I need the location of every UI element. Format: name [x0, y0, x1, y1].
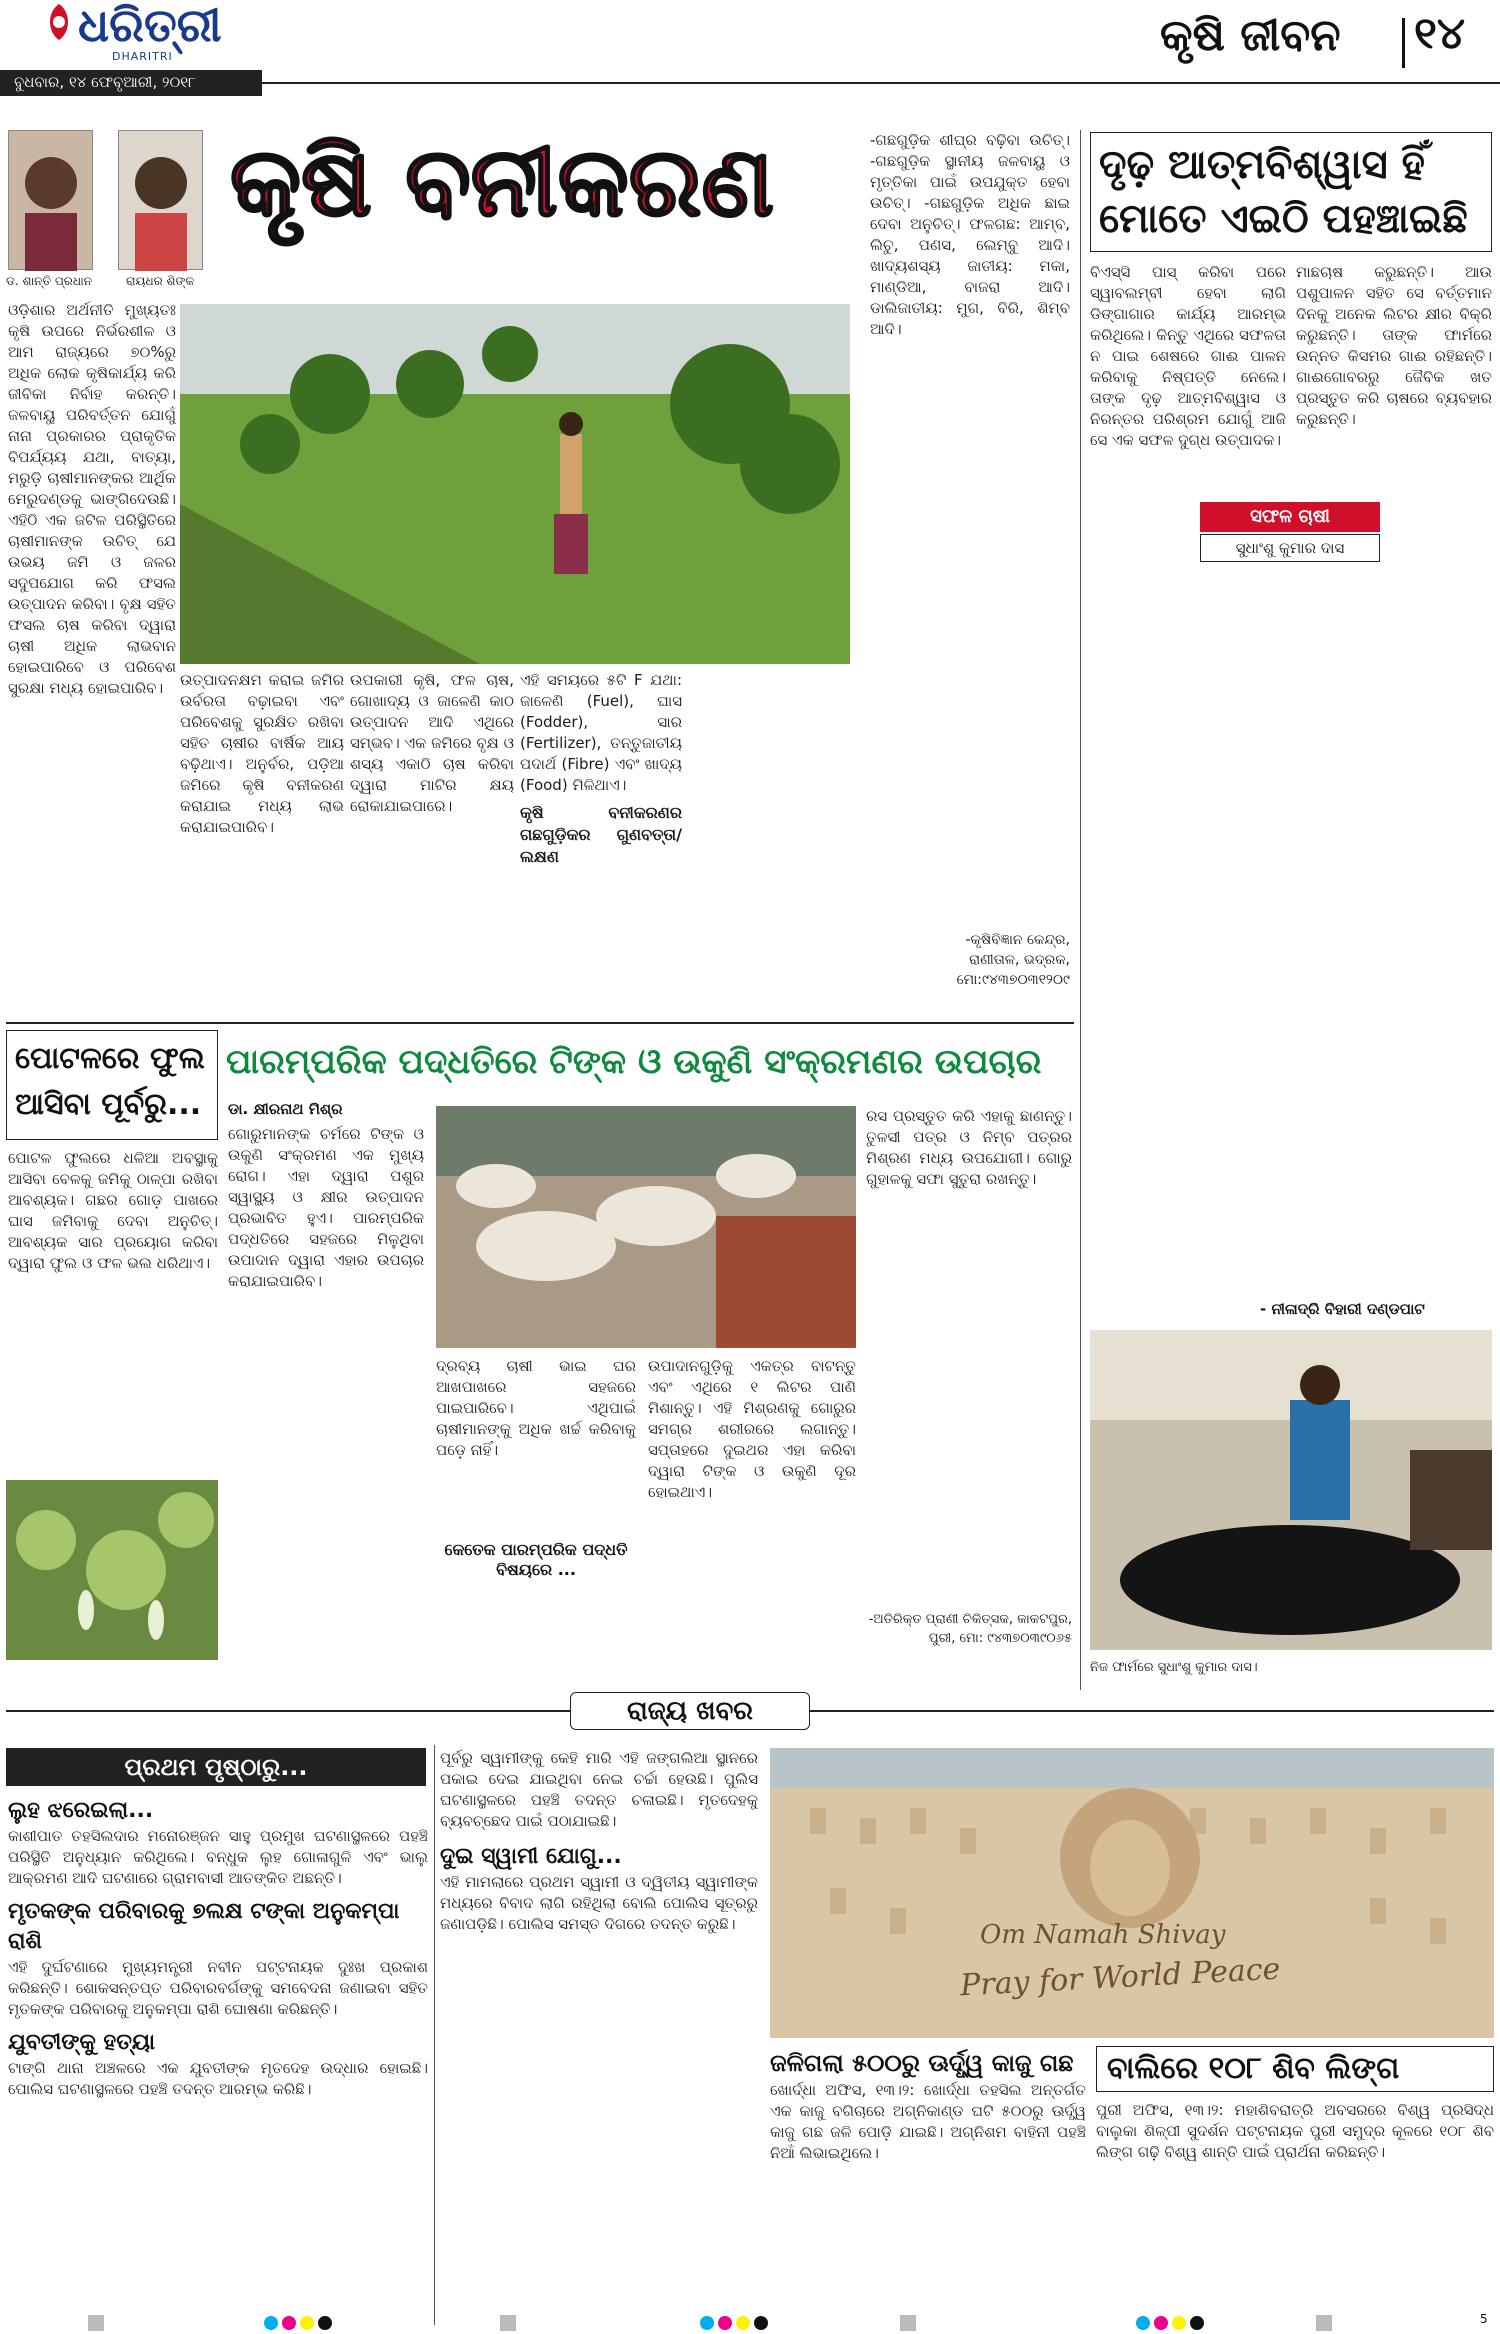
lead-photo: [180, 304, 850, 664]
pot-top-rule: [6, 1022, 1074, 1024]
register-mark-icon: [1136, 2315, 1208, 2334]
front-p2: ଏହି ଦୁର୍ଘଟଣାରେ ମୁଖ୍ୟମନ୍ତ୍ରୀ ନବୀନ ପଟ୍ଟନାୟକ ଦୁଃଖ ପ୍ରକାଶ କରିଛନ୍ତି। ଶୋକସନ୍ତପ୍ତ ପରିବାରବର୍ଗଙ୍କୁ ସମବେଦନା ଜଣାଇବା ସହିତ ମୃତକଙ୍କ ପରିବାରକୁ ଅନୁକମ୍ପା ରାଶି ଘୋଷଣା କରିଛନ୍ତି।: [8, 1958, 428, 2018]
success-byline: - ନୀଳାଦ୍ରି ବିହାରୀ ଦଣ୍ଡପାଟ: [1260, 1300, 1425, 1318]
title-divider: [1402, 18, 1405, 68]
footer-page-number: 5: [1480, 2312, 1488, 2326]
success-badge: ସଫଳ ଚାଷୀ: [1200, 502, 1380, 532]
cow-col-1: [228, 1124, 424, 1668]
news-jack: [770, 2046, 1086, 2326]
author-photo-1: [8, 130, 93, 270]
front-p3: ଟାଙ୍ଗି ଥାନା ଅଞ୍ଚଳରେ ଏକ ଯୁବତୀଙ୍କ ମୃତଦେହ ଉଦ୍ଧାର ହୋଇଛି। ପୋଲିସ ଘଟଣାସ୍ଥଳରେ ପହଞ୍ଚି ତଦନ୍ତ ଆରମ୍ଭ କରିଛି।: [8, 2059, 428, 2098]
cow-col-3: [648, 1356, 856, 1668]
lead-col-4-text: ଏହି ସମୟରେ ୫ଟି F ଯଥା: ଜାଳେଣି (Fuel), ଘାସ (Fodder), ସାର (Fertilizer), ତନ୍ତୁଜାତୀୟ ପଦାର୍ଥ (Fibre) ଏବଂ ଖାଦ୍ୟ (Food) ମିଳିଥାଏ।: [520, 671, 682, 794]
page-number: ୧୪: [1414, 8, 1466, 59]
date-bar: [0, 70, 262, 96]
lead-title: କୃଷି ବନୀକରଣ: [230, 126, 775, 238]
pot-body-text: ପୋଟଳ ଫୁଲରେ ଧଳିଆ ଅବସ୍ଥାକୁ ଆସିବା ବେଳକୁ ଜମିକୁ ଠାଳ୍ପା ରଖିବା ଆବଶ୍ୟକ। ଗଛର ଗୋଡ଼ ପାଖରେ ଘାସ ଜମିବାକୁ ଦେବା ଅନୁଚିତ୍। ଆବଶ୍ୟକ ସାର ପ୍ରୟୋଗ କରିବା ଦ୍ୱାରା ଫୁଲ ଓ ଫଳ ଭଲ ଧରିଥାଏ।: [8, 1149, 218, 1272]
success-title-1: ଦୃଢ଼ ଆତ୍ମବିଶ୍ୱାସ ହିଁ: [1099, 142, 1425, 188]
success-photo-caption: ନିଜ ଫାର୍ମରେ ସୁଧାଂଶୁ କୁମାର ଦାସ।: [1090, 1660, 1258, 1675]
news-sand-body: ପୁରୀ ଅଫିସ, ୧୩।୨: ମହାଶିବରାତ୍ରି ଅବସରରେ ବିଶ୍ୱ ପ୍ରସିଦ୍ଧ ବାଲୁକା ଶିଳ୍ପୀ ସୁଦର୍ଶନ ପଟ୍ଟନାୟକ ପୁରୀ ସମୁଦ୍ର କୂଳରେ ୧୦୮ ଶିବ ଲିଙ୍ଗ ଗଢ଼ି ବିଶ୍ୱ ଶାନ୍ତି ପାଇଁ ପ୍ରାର୍ଥନା କରିଛନ୍ତି।: [1096, 2101, 1494, 2161]
success-col-2: [1296, 262, 1492, 492]
lead-col-1: [8, 300, 176, 1010]
lead-col-4: [520, 670, 682, 1010]
front-label: ପ୍ରଥମ ପୃଷ୍ଠାରୁ...: [6, 1748, 426, 1786]
news-sand: [1096, 2046, 1494, 2326]
lead-sig-2: ରାଣୀତାଳ, ଭଦ୍ରକ,: [969, 952, 1070, 968]
register-mark-icon: [700, 2315, 772, 2334]
author-photo-2: [118, 130, 203, 270]
cow-col-1-text: ଗୋରୁମାନଙ୍କ ଚର୍ମରେ ଟିଙ୍କ ଓ ଉକୁଣି ସଂକ୍ରମଣ ଏକ ମୁଖ୍ୟ ରୋଗ। ଏହା ଦ୍ୱାରା ପଶୁର ସ୍ୱାସ୍ଥ୍ୟ ଓ କ୍ଷୀର ଉତ୍ପାଦନ ପ୍ରଭାବିତ ହୁଏ। ପାରମ୍ପରିକ ପଦ୍ଧତିରେ ସହଜରେ ମିଳୁଥିବା ଉପାଦାନ ଦ୍ୱାରା ଏହାର ଉପଚାର କରାଯାଇପାରିବ।: [228, 1125, 424, 1290]
success-col-2-text: ମାଛଚାଷ କରୁଛନ୍ତି। ଆଉ ପଶୁପାଳନ ସହିତ ସେ ବର୍ତ୍ତମାନ ଦିନକୁ ଅନେକ ଲିଟର କ୍ଷୀର ବିକ୍ରି କରୁଛନ୍ତି। ତାଙ୍କ ଫାର୍ମରେ ଉନ୍ନତ କିସମର ଗାଈ ରହିଛନ୍ତି। ଗାଈଗୋବରରୁ ଜୈବିକ ଖତ ପ୍ରସ୍ତୁତ କରି ଚାଷରେ ବ୍ୟବହାର କରୁଛନ୍ତି।: [1296, 263, 1492, 428]
footer-marks: [0, 2312, 1500, 2334]
sand-photo: [770, 1748, 1494, 2038]
success-col-1: [1090, 262, 1286, 1282]
front-divider: [434, 1745, 435, 2325]
sand-text-2: Pray for World Peace: [959, 1951, 1282, 2004]
logo: [42, 2, 252, 64]
register-mark-icon: [900, 2315, 916, 2331]
front-h4: ଦୁଇ ସ୍ୱାମୀ ଯୋଗୁ...: [440, 1844, 622, 1869]
sand-text-1: Om Namah Shivay: [980, 1920, 1226, 1950]
author-name-2: ରାୟଧର ଶିଙ୍କ: [126, 274, 195, 288]
cow-title: ପାରମ୍ପରିକ ପଦ୍ଧତିରେ ଟିଙ୍କ ଓ ଉକୁଣି ସଂକ୍ରମଣର ଉପଚାର: [226, 1042, 1042, 1082]
pot-body: [8, 1148, 218, 1478]
cow-photo: [436, 1106, 856, 1348]
cow-signature: -ଅତିରିକ୍ତ ପ୍ରାଣୀ ଚିକିତ୍ସକ, କାକଟପୁର, ପୁରୀ, ମୋ: ୯୪୩୭୦୩୯୦୬୫: [868, 1612, 1072, 1646]
success-divider: [1080, 130, 1081, 1690]
lead-sig-1: -କୃଷିବିଜ୍ଞାନ କେନ୍ଦ୍ର,: [965, 932, 1070, 948]
success-photo: [1090, 1330, 1492, 1650]
success-name: ସୁଧାଂଶୁ କୁମାର ଦାସ: [1200, 534, 1380, 562]
pot-photo: [6, 1480, 218, 1660]
register-mark-icon: [264, 2315, 336, 2334]
success-title-box: [1090, 132, 1492, 252]
news-jack-title: ଜଳିଗଲା ୫୦୦ରୁ ଊର୍ଦ୍ଧ୍ୱ କାଜୁ ଗଛ: [770, 2049, 1074, 2077]
front-p1: କାଶୀପାତ ତହସିଲଦାର ମନୋରଞ୍ଜନ ସାହୁ ପ୍ରମୁଖ ଘଟଣାସ୍ଥଳରେ ପହଞ୍ଚି ପରିସ୍ଥିତି ଅନୁଧ୍ୟାନ କରିଥିଲେ। ବନ୍ଧୁକ ଲୁହ ଗୋଳାଗୁଳି ଏବଂ ଭାଲୁ ଆକ୍ରମଣ ଆଦି ଘଟଣାରେ ଗ୍ରାମବାସୀ ଆତଙ୍କିତ ଅଛନ୍ତି।: [8, 1827, 428, 1887]
lead-col-2: [180, 670, 344, 1010]
lead-col-1-text: ଓଡ଼ିଶାର ଅର୍ଥନୀତି ମୁଖ୍ୟତଃ କୃଷି ଉପରେ ନିର୍ଭରଶୀଳ ଓ ଆମ ରାଜ୍ୟରେ ୭୦%ରୁ ଅଧିକ ଲୋକ କୃଷିକାର୍ଯ୍ୟ କରି ଜୀବିକା ନିର୍ବାହ କରନ୍ତି। ଜଳବାୟୁ ପରିବର୍ତ୍ତନ ଯୋଗୁଁ ନାନା ପ୍ରକାରର ପ୍ରାକୃତିକ ବିପର୍ଯ୍ୟୟ ଯଥା, ବାତ୍ୟା, ମରୁଡ଼ି ଚାଷୀମାନଙ୍କର ଆର୍ଥିକ ମେରୁଦଣ୍ଡକୁ ଭାଙ୍ଗିଦେଉଛି। ଏହିଠି ଏକ ଜଟିଳ ପରିସ୍ଥିତିରେ ଚାଷୀମାନଙ୍କ ଉଚିତ୍ ଯେ ଉଭୟ ଜମି ଓ ଜଳର ସଦୁପଯୋଗ କରି ଫସଲ ଉତ୍ପାଦନ କରିବା। ବୃକ୍ଷ ସହିତ ଫସଲ ଚାଷ କରିବା ଦ୍ୱାରା ଚାଷୀ ଅଧିକ ଲାଭବାନ ହୋଇପାରିବେ ଓ ପରିବେଶ ସୁରକ୍ଷା ମଧ୍ୟ ହୋଇପାରିବ।: [8, 301, 176, 697]
cow-sub-heading: କେତେକ ପାରମ୍ପରିକ ପଦ୍ଧତି ବିଷୟରେ ...: [444, 1540, 628, 1579]
front-h3: ଯୁବତୀଙ୍କୁ ହତ୍ୟା: [8, 2030, 156, 2055]
author-name-1: ଡ. ଶାନ୍ତି ପ୍ରଧାନ: [6, 274, 93, 288]
register-mark-icon: [1316, 2315, 1332, 2331]
logo-sub: DHARITRI: [112, 50, 173, 63]
cow-col-4-text: ରସ ପ୍ରସ୍ତୁତ କରି ଏହାକୁ ଛାଣନ୍ତୁ। ତୁଳସୀ ପତ୍ର ଓ ନିମ୍ବ ପତ୍ରର ମିଶ୍ରଣ ମଧ୍ୟ ଉପଯୋଗୀ। ଗୋରୁ ଗୁହାଳକୁ ସଫା ସୁତୁରା ରଖନ୍ତୁ।: [866, 1107, 1072, 1188]
pot-title-2: ଆସିବା ପୂର୍ବରୁ...: [15, 1087, 202, 1122]
lead-sig-3: ମୋ:୯୪୩୭୦୩୧୨୦୯: [956, 972, 1070, 988]
news-sand-title: ବାଲିରେ ୧୦୮ ଶିବ ଲିଙ୍ଗ: [1107, 2051, 1400, 2086]
front-col2a: ପୂର୍ବରୁ ସ୍ୱାମୀଙ୍କୁ କେହି ମାରି ଏହି ଜଙ୍ଗଲିଆ ସ୍ଥାନରେ ପକାଇ ଦେଇ ଯାଇଥିବା ନେଇ ଚର୍ଚ୍ଚା ହେଉଛି। ପୁଲିସ ଘଟଣାସ୍ଥଳରେ ପହଞ୍ଚି ତଦନ୍ତ ଚଳାଇଛି। ମୃତଦେହକୁ ବ୍ୟବଚ୍ଛେଦ ପାଇଁ ପଠାଯାଇଛି।: [440, 1749, 758, 1830]
front-col2b: ଏହି ମାମଲାରେ ପ୍ରଥମ ସ୍ୱାମୀ ଓ ଦ୍ୱିତୀୟ ସ୍ୱାମୀଙ୍କ ମଧ୍ୟରେ ବିବାଦ ଲାଗି ରହିଥିଲା ବୋଲି ପୋଲିସ ସୂତ୍ରରୁ ଜଣାପଡ଼ିଛି। ପୋଲିସ ସମସ୍ତ ଦିଗରେ ତଦନ୍ତ କରୁଛି।: [440, 1873, 758, 1933]
cow-col-2: [436, 1356, 636, 1536]
cow-author: ଡା. କ୍ଷୀରନାଥ ମିଶ୍ର: [228, 1100, 343, 1118]
success-col-1-text: ବିଏସ୍‌ସି ପାସ୍ କରିବା ପରେ ସ୍ୱାବଲମ୍ବୀ ହେବା ଲାଗି ଡିଙ୍ଗାଗାର କାର୍ଯ୍ୟ ଆରମ୍ଭ କରିଥିଲେ। କିନ୍ତୁ ଏଥିରେ ସଫଳତା ନ ପାଇ ଶେଷରେ ଗାଈ ପାଳନ କରିବାକୁ ନିଷ୍ପତ୍ତି ନେଲେ। ତାଙ୍କ ଦୃଢ଼ ଆତ୍ମବିଶ୍ୱାସ ଓ ନିରନ୍ତର ପରିଶ୍ରମ ଯୋଗୁଁ ଆଜି ସେ ଏକ ସଫଳ ଦୁଗ୍ଧ ଉତ୍ପାଦକ।: [1090, 263, 1286, 449]
logo-text: ଧରିତ୍ରୀ: [78, 0, 222, 52]
pot-title-box: [6, 1030, 218, 1140]
lead-col-2-text: ଉତ୍ପାଦନକ୍ଷମ କରାଇ ଜମିର ଉର୍ବରତା ବଢ଼ାଇବା ଏବଂ ପରିବେଶକୁ ସୁରକ୍ଷିତ ରଖିବା ସହିତ ଚାଷୀର ବାର୍ଷିକ ଆୟ ବଢ଼ିଥାଏ। ଅନୁର୍ବର, ପଡ଼ିଆ ଜମିରେ କୃଷି ବନୀକରଣ କରାଯାଇ ମଧ୍ୟ ଲାଭ କରାଯାଇପାରିବ।: [180, 671, 344, 836]
register-mark-icon: [88, 2315, 104, 2331]
lead-right-col-text: -ଗଛଗୁଡ଼ିକ ଶୀଘ୍ର ବଢ଼ିବା ଉଚିତ୍। -ଗଛଗୁଡ଼ିକ ସ୍ଥାନୀୟ ଜଳବାୟୁ ଓ ମୃତ୍ତିକା ପାଇଁ ଉପଯୁକ୍ତ ହେବା ଉଚିତ୍। -ଗଛଗୁଡ଼ିକ ଅଧିକ ଛାଇ ଦେବା ଅନୁଚିତ୍। ଫଳଗଛ: ଆମ୍ବ, ଲିଚୁ, ପଣସ, ଲେମ୍ବୁ ଆଦି। ଖାଦ୍ୟଶସ୍ୟ ଜାତୀୟ: ମକା, ମାଣ୍ଡିଆ, ବାଜରା ଆଦି। ଡାଲିଜାତୀୟ: ମୁଗ, ବିରି, ଶିମ୍ବ ଆଦି।: [870, 131, 1070, 338]
cow-col-3-text: ଉପାଦାନଗୁଡ଼ିକୁ ଏକତ୍ର ବାଟନ୍ତୁ ଏବଂ ଏଥିରେ ୧ ଲିଟର ପାଣି ମିଶାନ୍ତୁ। ଏହି ମିଶ୍ରଣକୁ ଗୋରୁର ସମଗ୍ର ଶରୀରରେ ଲଗାନ୍ତୁ। ସପ୍ତାହରେ ଦୁଇଥର ଏହା କରିବା ଦ୍ୱାରା ଟିଙ୍କ ଓ ଉକୁଣି ଦୂର ହୋଇଥାଏ।: [648, 1357, 856, 1501]
masthead: [0, 0, 1500, 100]
news-sand-title-box: [1096, 2046, 1494, 2092]
lead-right-col: [870, 130, 1070, 870]
cow-col-2-text: ଦ୍ରବ୍ୟ ଚାଷୀ ଭାଇ ଘର ଆଖପାଖରେ ସହଜରେ ପାଇପାରିବେ। ଏଥିପାଇଁ ଚାଷୀମାନଙ୍କୁ ଅଧିକ ଖର୍ଚ୍ଚ କରିବାକୁ ପଡ଼େ ନାହିଁ।: [436, 1357, 636, 1459]
masthead-rule: [262, 82, 1500, 84]
lead-col-3-text: ଉପକାରୀ କୃଷି, ଫଳ ଚାଷ, ଗୋଖାଦ୍ୟ ଓ ଜାଳେଣି କାଠ ଉତ୍ପାଦନ ଆଦି ଏଥିରେ ସମ୍ଭବ। ଏକ ଜମିରେ ବୃକ୍ଷ ଓ ଶସ୍ୟ ଏକାଠି ଚାଷ କରିବା ଦ୍ୱାରା ମାଟିର କ୍ଷୟ ରୋକାଯାଇପାରେ।: [350, 671, 514, 815]
front-h2: ମୃତକଙ୍କ ପରିବାରକୁ ୭ଲକ୍ଷ ଟଙ୍କା ଅନୁକମ୍ପା ରାଶି: [8, 1899, 400, 1954]
logo-emblem-icon: [42, 2, 76, 42]
front-col-2: [440, 1748, 758, 2324]
news-jack-body: ଖୋର୍ଦ୍ଧା ଅଫିସ, ୧୩।୨: ଖୋର୍ଦ୍ଧା ତହସିଲ ଅନ୍ତର୍ଗତ ଏକ କାଜୁ ବଗିଚାରେ ଅଗ୍ନିକାଣ୍ଡ ଘଟି ୫୦୦ରୁ ଊର୍ଦ୍ଧ୍ୱ କାଜୁ ଗଛ ଜଳି ପୋଡ଼ି ଯାଇଛି। ଅଗ୍ନିଶମ ବାହିନୀ ପହଞ୍ଚି ନିଆଁ ଲିଭାଇଥିଲେ।: [770, 2081, 1086, 2162]
lead-sub-heading: କୃଷି ବନୀକରଣର ଗଛଗୁଡ଼ିକର ଗୁଣବତ୍ତା/ଲକ୍ଷଣ: [520, 803, 682, 866]
rajya-label: ରାଜ୍ୟ ଖବର: [570, 1692, 810, 1730]
front-h1: ଲୁହ ଝରେଇଲା...: [8, 1798, 154, 1823]
success-title-2: ମୋତେ ଏଇଠି ପହଞ୍ଚାଇଛି: [1099, 196, 1468, 242]
front-col-1: [8, 1796, 428, 2326]
section-title: କୃଷି ଜୀବନ: [1160, 10, 1341, 61]
date-text: ବୁଧବାର, ୧୪ ଫେବୃଆରୀ, ୨୦୧୮: [14, 73, 196, 91]
lead-col-3: [350, 670, 514, 1010]
pot-title-1: ପୋଟଳରେ ଫୁଲ: [15, 1041, 205, 1076]
register-mark-icon: [500, 2315, 516, 2331]
lead-signature: [870, 930, 1070, 990]
cow-col-4: [866, 1106, 1072, 1606]
